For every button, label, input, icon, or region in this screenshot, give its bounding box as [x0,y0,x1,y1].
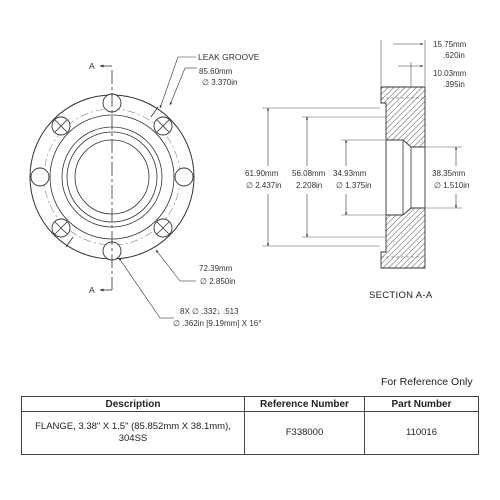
section-view [243,40,480,301]
dim-61-in: ∅ 2.437in [246,181,282,190]
hole-callout-line2: ∅ .362in [9.19mm] X 16° [173,319,262,328]
cell-reference-number: F338000 [245,412,365,455]
leak-groove-mark [151,107,158,117]
header-description: Description [22,397,245,412]
bolt-hole [154,117,172,135]
front-view [30,52,261,328]
dim-34-mm: 34.93mm [333,169,367,178]
dim-34-in: ∅ 1.375in [336,181,372,190]
header-reference-number: Reference Number [245,397,365,412]
cell-description: FLANGE, 3.38" X 1.5" (85.852mm X 38.1mm), 304SS [22,412,245,455]
section-hatch-top [381,87,425,147]
groove-dim-in: ∅ 2.850in [200,277,236,286]
section-label: SECTION A-A [369,290,433,301]
bolt-circle-in: ∅ 3.370in [202,78,238,87]
leak-groove-label: LEAK GROOVE [198,52,260,62]
bolt-hole [31,168,49,186]
bolt-circle-mm: 85.60mm [199,67,233,76]
leak-groove-mark [66,237,73,247]
dim-38-in: ∅ 1.510in [434,181,470,190]
dim-15-mm: 15.75mm [433,40,467,49]
dim-38-mm: 38.35mm [432,169,466,178]
bolt-hole [154,219,172,237]
header-part-number: Part Number [365,397,479,412]
table-header-row [22,397,479,412]
bolt-hole [175,168,193,186]
cell-part-number: 110016 [365,412,479,455]
parts-table [21,396,479,455]
section-marker-top: A [89,61,95,71]
leader-line [156,250,180,281]
dim-61-mm: 61.90mm [245,169,279,178]
dim-10-mm: 10.03mm [433,69,467,78]
reference-note: For Reference Only [381,376,473,388]
leader-line [119,258,160,318]
groove-dim-mm: 72.39mm [199,264,233,273]
dim-15-in: .620in [443,51,465,60]
section-hatch-bottom [381,208,425,268]
bolt-hole [52,219,70,237]
hole-callout-line1: 8X ∅ .332↓ .513 [180,307,239,316]
bolt-hole [52,117,70,135]
leader-line [160,57,178,108]
dim-56-in: 2.208in [296,181,323,190]
dim-10-in: .395in [443,80,465,89]
section-marker-bottom: A [89,285,95,295]
dim-56-mm: 56.08mm [292,169,326,178]
table-row [22,412,479,455]
